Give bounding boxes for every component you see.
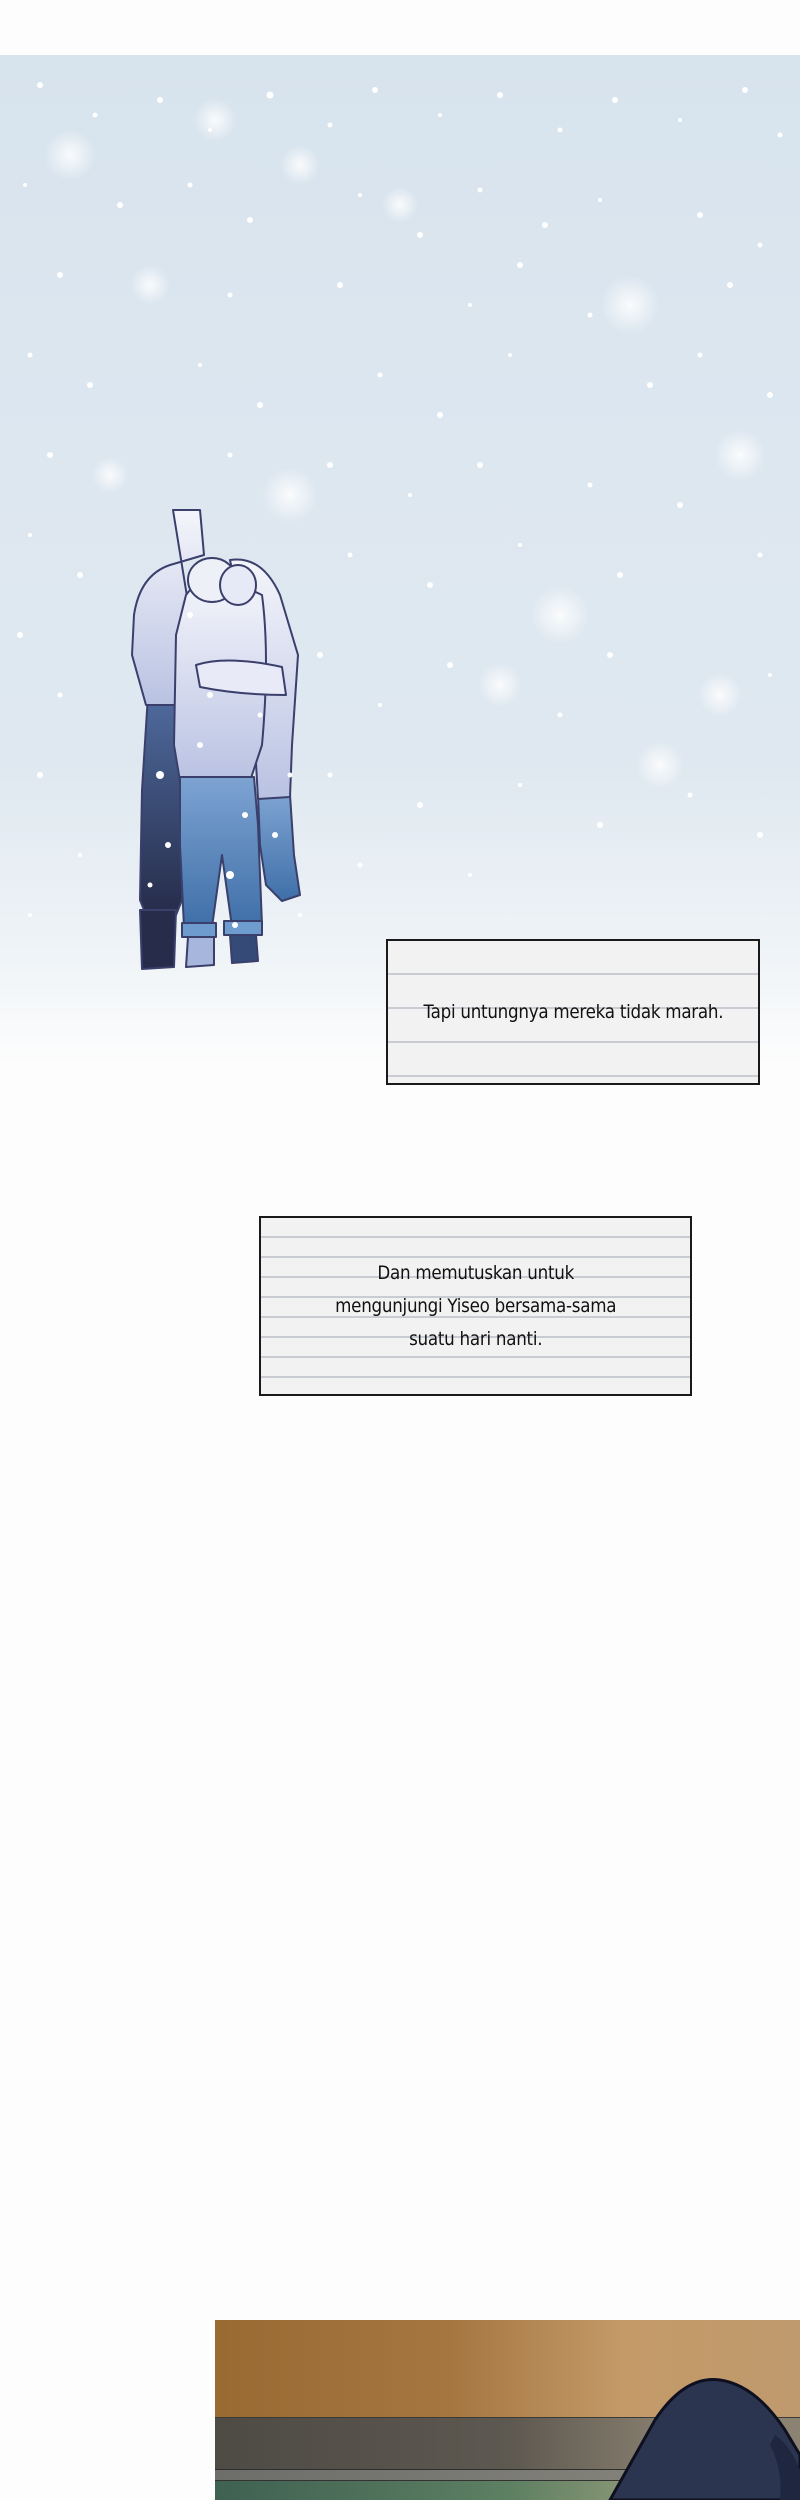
caption-line-1: Dan memutuskan untuk: [377, 1261, 574, 1284]
snow-scene-panel: [0, 55, 800, 1065]
caption-box-1: [386, 939, 760, 1085]
caption-line-3: suatu hari nanti.: [408, 1327, 543, 1350]
caption-text-1: Tapi untungnya mereka tidak marah.: [423, 1000, 723, 1023]
caption-text-2: [335, 1257, 616, 1356]
snow-illustration: [0, 55, 800, 1065]
room-scene-panel: [215, 2320, 800, 2500]
caption-box-2: [259, 1216, 692, 1396]
hair-illustration: [215, 2320, 800, 2500]
embracing-figures: [132, 510, 300, 969]
caption-line-2: mengunjungi Yiseo bersama-sama: [334, 1294, 617, 1317]
